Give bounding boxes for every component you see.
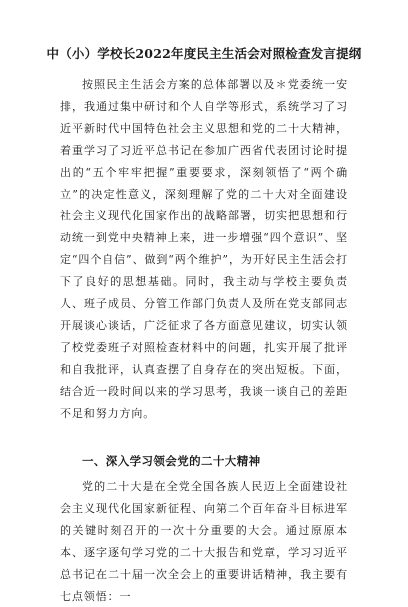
document-title: 中（小）学校长2022年度民主生活会对照检查发言提纲 xyxy=(46,46,362,61)
section-heading: 一、深入学习领会党的二十大精神 xyxy=(82,454,261,468)
section-paragraph: 党的二十大是在全党全国各族人民迈上全面建设社会主义现代化国家新征程、向第二个百年奋斗目标进军的关键时刻召开的一次十分重要的大会。通过原原本本、逐字逐句学习党的二十大报告和党章，学习习近平总书记在二十届一次全会上的重要讲话精神，我主要有七点领悟：一 xyxy=(60,480,348,603)
intro-paragraph: 按照民主生活会方案的总体部署以及＊党委统一安排，我通过集中研讨和个人自学等形式，系统学习了习近平新时代中国特色社会主义思想和党的二十大精神，着重学习了习近平总书记在参加广西省代表团讨论时提出的“五个牢牢把握”重要要求，深刻领悟了“两个确立”的决定性意义，深刻理解了党的二十大对全面建设社会主义现代化国家作出的战略部署，切实把思想和行动统一到党中央精神上来，进一步增强“四个意识”、坚定“四个自信”、做到“两个维护”，为开好民主生活会打下了良好的思想基础。同时，我主动与学校主要负责人、班子成员、分管工作部门负责人及所在党支部同志开展谈心谈话，广泛征求了各方面意见建议，切实认领了校党委班子对照检查材料中的问题，扎实开展了批评和自我批评，认真查摆了自身存在的突出短板。下面，结合近一段时间以来的学习思考，我谈一谈自己的差距不足和努力方向。 xyxy=(60,78,348,420)
